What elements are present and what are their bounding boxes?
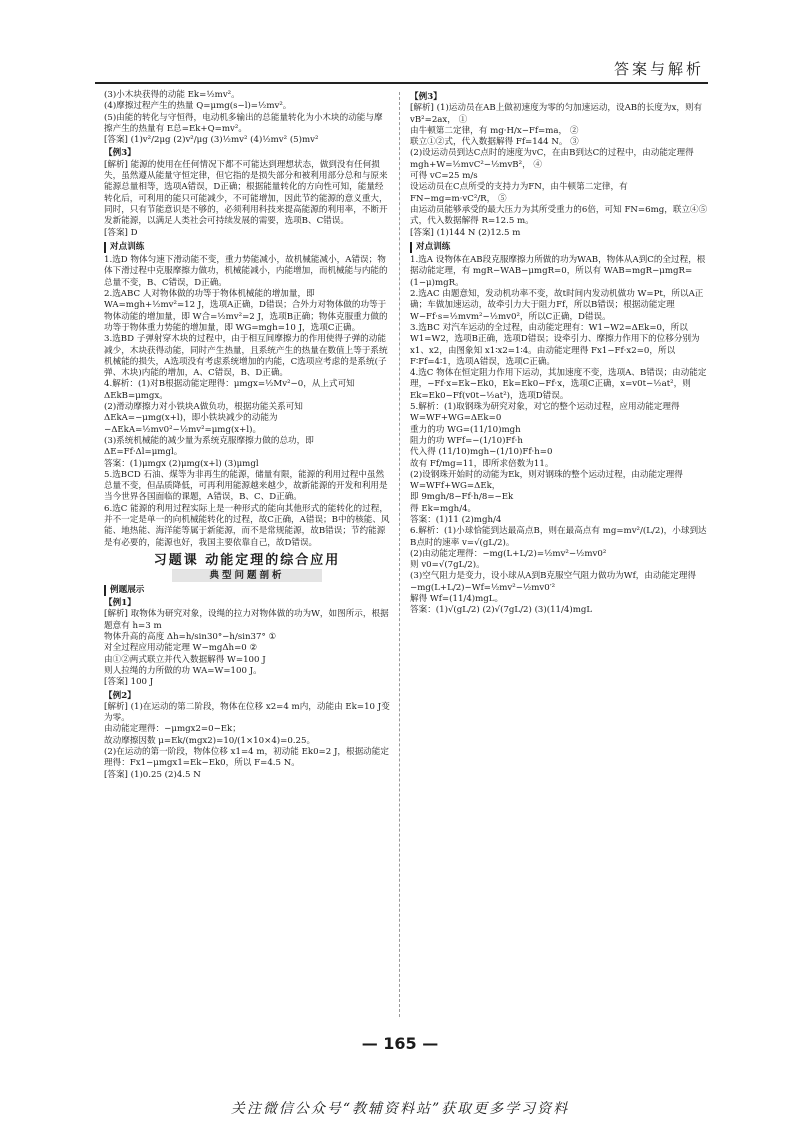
paragraph: 重力的功 WG=(11/10)mgh [410, 424, 521, 435]
paragraph: 则人拉绳的力所做的功 WA=W=100 J。 [104, 665, 262, 676]
paragraph: (2)设钢珠开始时的动能为Ek，则对钢珠的整个运动过程，由动能定理得 W=WFf+WG=ΔEk， [410, 469, 683, 492]
paragraph: 2.选AC 由题意知，发动机功率不变，故t时间内发动机做功 W=Pt，所以A正确；车做加速运动，故牵引力大于阻力Ff，所以B错误；根据动能定理 W−Ff·s=½mvm²−½mv0²，所以C正确，D错误。 [410, 289, 704, 322]
section-heading: 对点训练 [104, 242, 390, 253]
column-divider [399, 92, 400, 1017]
section-heading: 对点训练 [410, 242, 708, 253]
paragraph: 由①②两式联立并代入数据解得 W=100 J [104, 654, 266, 665]
paragraph: (2)滑动摩擦力对小铁块A做负功，根据功能关系可知 ΔEkA=−μmg(x+l)，即小铁块减少的动能为 −ΔEkA=½mv0²−½mv²=μmg(x+l)。 [104, 402, 303, 435]
footer-watermark: 关注微信公众号“教辅资料站”获取更多学习资料 [230, 1101, 570, 1117]
paragraph: 4.选C 物体在恒定阻力作用下运动，其加速度不变，选项A、B错误；由动能定理，−Ff·x=Ek−Ek0，Ek=Ek0−Ff·x，选项C正确，x=v0t−½at²，则 Ek=Ek0−Ff(v0t−½at²)，选项D错误。 [410, 368, 707, 401]
paragraph: (3)系统机械能的减少量为系统克服摩擦力做的总功，即 ΔE=Ff·Δl=μmgl。 [104, 435, 314, 458]
paragraph: 解得 Wf=(11/4)mgL。 [410, 594, 504, 605]
paragraph: 6.解析：(1)小球恰能到达最高点B，则在最高点有 mg=mv²/(L/2)，小球到达B点时的速率 v=√(gL/2)。 [410, 526, 707, 548]
section-heading: 例题展示 [104, 585, 390, 596]
paragraph: mgh+W=½mvC²−½mvB²， ④ [410, 159, 542, 170]
paragraph: (2)设运动员到达C点时的速度为vC，在由B到达C的过程中，由动能定理得 [410, 148, 694, 159]
paragraph: (3)小木块获得的动能 Ek=½mv²。 [104, 90, 240, 100]
paragraph: 设运动员在C点所受的支持力为FN，由牛顿第二定律，有 [410, 182, 628, 193]
paragraph: 5.解析：(1)取钢珠为研究对象，对它的整个运动过程，应用动能定理得 W=WF+WG=ΔEk=0 [410, 402, 680, 424]
paragraph: 则 v0=√(7gL/2)。 [410, 560, 485, 571]
example-heading: 【例2】 [104, 690, 136, 701]
paragraph: 答案：(1)√(gL/2) (2)√(7gL/2) (3)(11/4)mgL [410, 605, 593, 616]
paragraph: 1.选D 物体匀速下滑动能不变，重力势能减小，故机械能减小，A错误；物体下滑过程中克服摩擦力做功，机械能减小，内能增加，而机械能与内能的总量不变，B、C错误，D正确。 [104, 255, 388, 288]
paragraph: 由运动员能够承受的最大压力为其所受重力的6倍，可知 FN=6mg，联立④⑤式，代入数据解得 R=12.5 m。 [410, 204, 708, 227]
paragraph: 2.选ABC 人对物体做的功等于物体机械能的增加量，即 WA=mgh+½mv²=12 J，选项A正确，D错误；合外力对物体做的功等于物体动能的增加量，即 W合=½mv²=2 J，选项B正确；物体克服重力做的功等于物体重力势能的增加量，即 WG=mgh=10 J，选项C正确。 [104, 289, 388, 333]
page-number: — 165 — [361, 1034, 439, 1053]
header-title: 答案与解析 [613, 60, 704, 78]
paragraph: (5)由能的转化与守恒得，电动机多输出的总能量转化为小木块的动能与摩擦产生的热量有 E总=Ek+Q=mv²。 [104, 112, 383, 134]
paragraph: [答案] (1)144 N (2)12.5 m [410, 227, 521, 238]
paragraph: −mg(L+L/2)−Wf=½mv²−½mv0′² [410, 582, 556, 593]
paragraph: (2)由动能定理得：−mg(L+L/2)=½mv²−½mv0² [410, 548, 607, 559]
paragraph: 由牛顿第二定律，有 mg·H/x−Ff=ma， ② [410, 125, 579, 136]
paragraph: 故动摩擦因数 μ=Ek/(mgx2)=10/(1×10×4)=0.25。 [104, 735, 316, 746]
paragraph: (4)摩擦过程产生的热量 Q=μmg(s−l)=½mv²。 [104, 101, 292, 112]
paragraph: [答案] D [104, 227, 138, 238]
page-header [95, 52, 708, 84]
paragraph: 即 9mgh/8−Ff·h/8=−Ek [410, 492, 514, 503]
paragraph: 得 Ek=mgh/4。 [410, 503, 477, 514]
paragraph: FN−mg=m·vC²/R， ⑤ [410, 193, 507, 204]
paragraph: [解析] (1)运动员在AB上做初速度为零的匀加速运动，设AB的长度为x，则有 vB²=2ax， ① [410, 103, 703, 125]
paragraph: (2)在运动的第一阶段，物体位移 x1=4 m，初动能 Ek0=2 J，根据动能定理得：Fx1−μmgx1=Ek−Ek0，所以 F=4.5 N。 [104, 747, 389, 769]
left-column [104, 90, 390, 781]
paragraph: 可得 vC=25 m/s [410, 171, 478, 182]
paragraph: [答案] (1)v²/2μg (2)v²/μg (3)½mv² (4)½mv² (5)mv² [104, 135, 319, 146]
paragraph: 3.选BD 子弹射穿木块的过程中，由于相互间摩擦力的作用使得子弹的动能减少，木块获得动能，同时产生热量，且系统产生的热量在数值上等于系统机械能的损失，A选项没有考虑系统增加的内能，C选项应考虑的是系统(子弹、木块)内能的增加，A、C错误，B、D正确。 [104, 334, 388, 379]
example-heading: 【例3】 [410, 92, 442, 102]
lesson-title: 习题课 动能定理的综合应用 [153, 552, 341, 568]
paragraph: [解析] 取物体为研究对象，设绳的拉力对物体做的功为W，如图所示，根据题意有 h=3 m [104, 609, 389, 631]
paragraph: [答案] 100 J [104, 677, 154, 688]
paragraph: [解析] 能源的使用在任何情况下都不可能达到理想状态，做到没有任何损失，虽然遵从能量守恒定律，但它指的是损失部分和被利用部分总和与原来能源总量相等，选项A错误，D正确；根据能量转化的方向性可知，能量经转化后，可利用的能只可能减少，不可能增加，因此节约能源的意义重大，同时，只有节能意识是不够的，必须利用科技来提高能源的利用率，不断开发新能源，以满足人类社会可持续发展的需要，选项B、C错误。 [104, 159, 388, 227]
paragraph: 联立①②式，代入数据解得 Ff=144 N。 ③ [410, 137, 579, 148]
paragraph: 答案：(1)μmgx (2)μmg(x+l) (3)μmgl [104, 458, 259, 469]
subsection-bar: 典型问题剖析 [172, 569, 322, 582]
paragraph: 答案：(1)11 (2)mgh/4 [410, 514, 502, 525]
paragraph: 阻力的功 WFf=−(1/10)Ff·h [410, 435, 523, 446]
example-heading: 【例1】 [104, 598, 136, 609]
paragraph: 物体升高的高度 Δh=h/sin30°−h/sin37° ① [104, 632, 277, 643]
paragraph: 4.解析：(1)对B根据动能定理得：μmgx=½Mv²−0，从上式可知 ΔEkB=μmgx。 [104, 379, 355, 401]
paragraph: 1.选A 设物体在AB段克服摩擦力所做的功为WAB，物体从A到C的全过程，根据动能定理，有 mgR−WAB−μmgR=0，所以有 WAB=mgR−μmgR=(1−μ)mgR。 [410, 255, 706, 288]
example-heading: 【例3】 [104, 148, 136, 159]
paragraph: 3.选BC 对汽车运动的全过程，由动能定理有：W1−W2=ΔEk=0，所以 W1=W2，选项B正确，选项D错误；设牵引力、摩擦力作用下的位移分别为x1、x2，由图象知 x1∶x2=1∶4。由动能定理得 Fx1−Ff·x2=0，所以 F∶Ff=4∶1，选项A错误，选项C正确。 [410, 322, 700, 367]
paragraph: (3)空气阻力是变力，设小球从A到B克服空气阻力做功为Wf，由动能定理得 [410, 571, 696, 582]
paragraph: 代入得 (11/10)mgh−(1/10)Ff·h=0 [410, 447, 553, 458]
paragraph: 故有 Ff/mg=11，即所求倍数为11。 [410, 458, 554, 469]
paragraph: 5.选BCD 石油、煤等为非再生的能源，储量有限，能源的利用过程中虽然总量不变，但品质降低，可再利用能源越来越少，故新能源的开发和利用是当今世界各国面临的课题，A错误，B、C、D正确。 [104, 469, 388, 503]
right-column [410, 90, 708, 617]
paragraph: [解析] (1)在运动的第二阶段，物体在位移 x2=4 m内，动能由 Ek=10 J变为零。 [104, 701, 390, 724]
paragraph: [答案] (1)0.25 (2)4.5 N [104, 769, 201, 780]
paragraph: 由动能定理得：−μmgx2=0−Ek； [104, 724, 241, 735]
paragraph: 对全过程应用动能定理 W−mgΔh=0 ② [104, 643, 258, 654]
paragraph: 6.选C 能源的利用过程实际上是一种形式的能向其他形式的能转化的过程，并不一定是单一的向机械能转化的过程，故C正确，A错误；B中的核能、风能、地热能、海洋能等属于新能源，而不是常规能源，故B错误；节约能源是有必要的，能源也好，我国主要依靠自己，故D错误。 [104, 503, 390, 548]
